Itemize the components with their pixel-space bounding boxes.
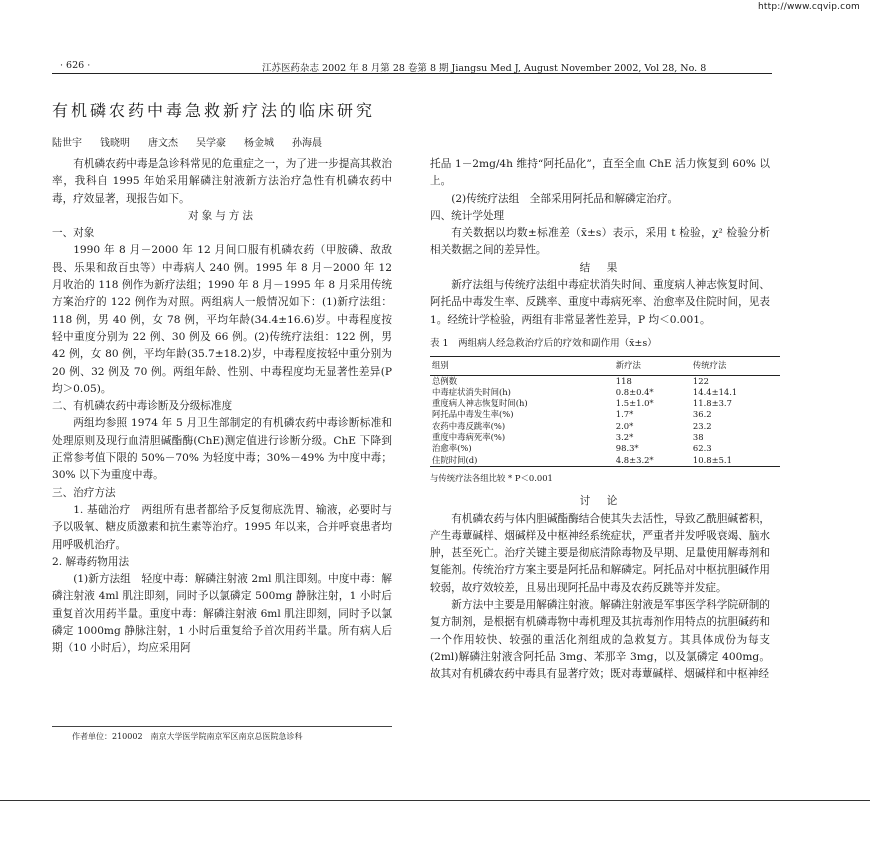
table-cell: 阿托品中毒发生率(%): [432, 409, 514, 420]
table-cell: 0.8±0.4*: [615, 386, 654, 397]
table-cell: 98.3*: [615, 443, 639, 454]
body-paragraph: 1. 基础治疗 两组所有患者都给予反复彻底洗胃、输液，必要时与予以吸氧、糖皮质激素和抗生素等治疗。1995 年以来，合并呼衰患者均用呼吸机治疗。: [52, 503, 392, 551]
table-row: [430, 398, 780, 409]
header-rule: [52, 73, 772, 74]
table-cell: 治愈率(%): [432, 443, 472, 454]
section-heading-discussion: 讨 论: [579, 495, 621, 508]
watermark-url: http://www.cqvip.com: [758, 2, 860, 12]
subsection-heading: 二、有机磷农药中毒诊断及分级标准度: [52, 400, 233, 413]
body-paragraph: (2)传统疗法组 全部采用阿托品和解磷定治疗。: [451, 192, 679, 205]
table-cell: 62.3: [692, 443, 712, 454]
table-row: [430, 443, 780, 454]
table-caption: 表 1 两组病人经急救治疗后的疗效和副作用（x̄±s）: [430, 337, 657, 349]
table-cell: 中毒症状消失时间(h): [432, 386, 511, 397]
table-cell: 1.5±1.0*: [615, 398, 654, 409]
page-bottom-rule: [0, 800, 870, 801]
subsection-heading: 四、统计学处理: [430, 209, 505, 222]
body-paragraph: 有关数据以均数±标准差（x̄±s）表示，采用 t 检验，χ² 检验分析相关数据之间的差异性。: [430, 227, 770, 257]
table-cell: 住院时间(d): [430, 455, 614, 467]
author: 钱晓明: [100, 138, 130, 149]
table-cell: 重度中毒病死率(%): [432, 432, 506, 443]
subsection-heading: 2. 解毒药物用法: [52, 555, 130, 568]
table-cell: 36.2: [692, 409, 712, 420]
subsection-heading: 一、对象: [52, 227, 95, 240]
table-cell: 14.4±14.1: [692, 386, 738, 397]
table-cell: 4.8±3.2*: [614, 455, 691, 467]
body-paragraph: (1)新方法组 轻度中毒：解磷注射液 2ml 肌注即刻。中度中毒：解磷注射液 4ml 肌注即刻，同时予以氯磷定 500mg 静脉注射，1 小时后重复首次用药半量。重度中毒：解磷注射液 6ml 肌注即刻，同时予以氯磷定 1000mg 静脉注射，1 小时后重复给予首次用药半量。所有病人后期（10 小时后），均应采用阿: [52, 573, 392, 655]
table-cell: 118: [615, 375, 632, 386]
table-row: [430, 387, 780, 398]
table-header-row: [430, 357, 780, 375]
author: 陆世宇: [52, 138, 82, 149]
table-cell: 农药中毒反跳率(%): [432, 420, 506, 431]
author-affiliation: 作者单位：210002 南京大学医学院南京军区南京总医院急诊科: [72, 732, 303, 741]
table-row: [430, 455, 780, 467]
author: 杨金城: [244, 138, 274, 149]
table-cell: 38: [692, 432, 704, 443]
table-cell: 23.2: [692, 420, 712, 431]
table-row: [430, 432, 780, 443]
table-header-cell: 传统疗法: [691, 357, 780, 375]
results-table: [430, 356, 780, 467]
body-paragraph: 两组均参照 1974 年 5 月卫生部制定的有机磷农药中毒诊断标准和处理原则及现行血清胆碱酯酶(ChE)测定值进行诊断分级。ChE 下降到正常参考值下限的 50%－70% 为轻度中毒；30%－49% 为中度中毒；30% 以下为重度中毒。: [52, 417, 392, 482]
body-paragraph: 有机磷农药与体内胆碱酯酶结合使其失去活性，导致乙酰胆碱蓄积，产生毒蕈碱样、烟碱样及中枢神经系统症状，严重者并发呼吸衰竭、脑水肿，甚至死亡。治疗关键主要是彻底清除毒物及早期、足量使用解毒剂和复能剂。传统治疗方案主要是阿托品和解磷定。阿托品对中枢抗胆碱作用较弱，故疗效较差，且易出现阿托品中毒及农药反跳等并发症。: [430, 512, 770, 594]
author: 孙海晨: [292, 138, 322, 149]
table-cell: 122: [692, 375, 709, 386]
table-header-cell: 组别: [430, 357, 614, 375]
table-cell: 3.2*: [615, 432, 634, 443]
table-cell: 重度病人神志恢复时间(h): [432, 398, 528, 409]
table-header-cell: 新疗法: [614, 357, 691, 375]
subsection-heading: 三、治疗方法: [52, 486, 116, 499]
body-paragraph: 新疗法组与传统疗法组中毒症状消失时间、重度病人神志恢复时间、阿托品中毒发生率、反跳率、重度中毒病死率、治愈率及住院时间，见表 1。经统计学检验，两组有非常显著性差异，P 均＜0.001。: [430, 279, 770, 326]
body-paragraph: 新方法中主要是用解磷注射液。解磷注射液是军事医学科学院研制的复方制剂，是根据有机磷毒物中毒机理及其抗毒剂作用特点的抗胆碱药和一个作用较快、较强的重活化剂组成的急救复方。其具体成份为每支(2ml)解磷注射液含阿托品 3mg、苯那辛 3mg，以及氯磷定 400mg。故其对有机磷农药中毒具有显著疗效；既对毒蕈碱样、烟碱样和中枢神经: [430, 599, 770, 681]
table-cell: 2.0*: [615, 420, 634, 431]
table-cell: 11.8±3.7: [692, 398, 732, 409]
author-list: [52, 134, 322, 149]
table-row: [430, 421, 780, 432]
page-number: · 626 ·: [60, 60, 91, 71]
table-cell: 1.7*: [615, 409, 634, 420]
table-note: 与传统疗法各组比较 * P＜0.001: [430, 472, 553, 483]
right-column: [430, 156, 770, 684]
section-heading-results: 结 果: [579, 261, 621, 274]
table-cell: 总例数: [432, 375, 458, 386]
author: 吴学豪: [196, 138, 226, 149]
table-cell: 10.8±5.1: [691, 455, 780, 467]
left-column: [52, 156, 392, 658]
table-row: [430, 409, 780, 420]
article-title: 有机磷农药中毒急救新疗法的临床研究: [52, 101, 376, 120]
author: 唐文杰: [148, 138, 178, 149]
footnote-rule: [52, 726, 392, 727]
body-paragraph: 1990 年 8 月－2000 年 12 月间口服有机磷农药（甲胺磷、敌敌畏、乐果和敌百虫等）中毒病人 240 例。1995 年 8 月－2000 年 12 月收治的 118 例作为新疗法组；1990 年 8 月－1995 年 8 月采用传统方案治疗的 122 例作为对照。两组病人一般情况如下：(1)新疗法组：118 例，男 40 例，女 78 例，平均年龄(34.4±16.6)岁。中毒程度按轻中重度分别为 22 例、30 例及 66 例。(2)传统疗法组：122 例，男 42 例，女 80 例，平均年龄(35.7±18.2)岁，中毒程度按轻中重分别为 20 例、32 例及 70 例。两组年龄、性别、中毒程度均无显著性差异(P 均＞0.05)。: [52, 244, 392, 395]
body-paragraph: 托品 1－2mg/4h 维持“阿托品化”，直至全血 ChE 活力恢复到 60% 以上。: [430, 158, 770, 188]
journal-header: 江苏医药杂志 2002 年 8 月第 28 卷第 8 期 Jiangsu Med J, August November 2002, Vol 28, No. 8: [262, 63, 707, 74]
table-row: [430, 375, 780, 387]
section-heading-methods: 对象与方法: [188, 209, 256, 222]
intro-paragraph: 有机磷农药中毒是急诊科常见的危重症之一，为了进一步提高其救治率，我科自 1995 年始采用解磷注射液新方法治疗急性有机磷农药中毒，疗效显著，现报告如下。: [52, 158, 392, 205]
